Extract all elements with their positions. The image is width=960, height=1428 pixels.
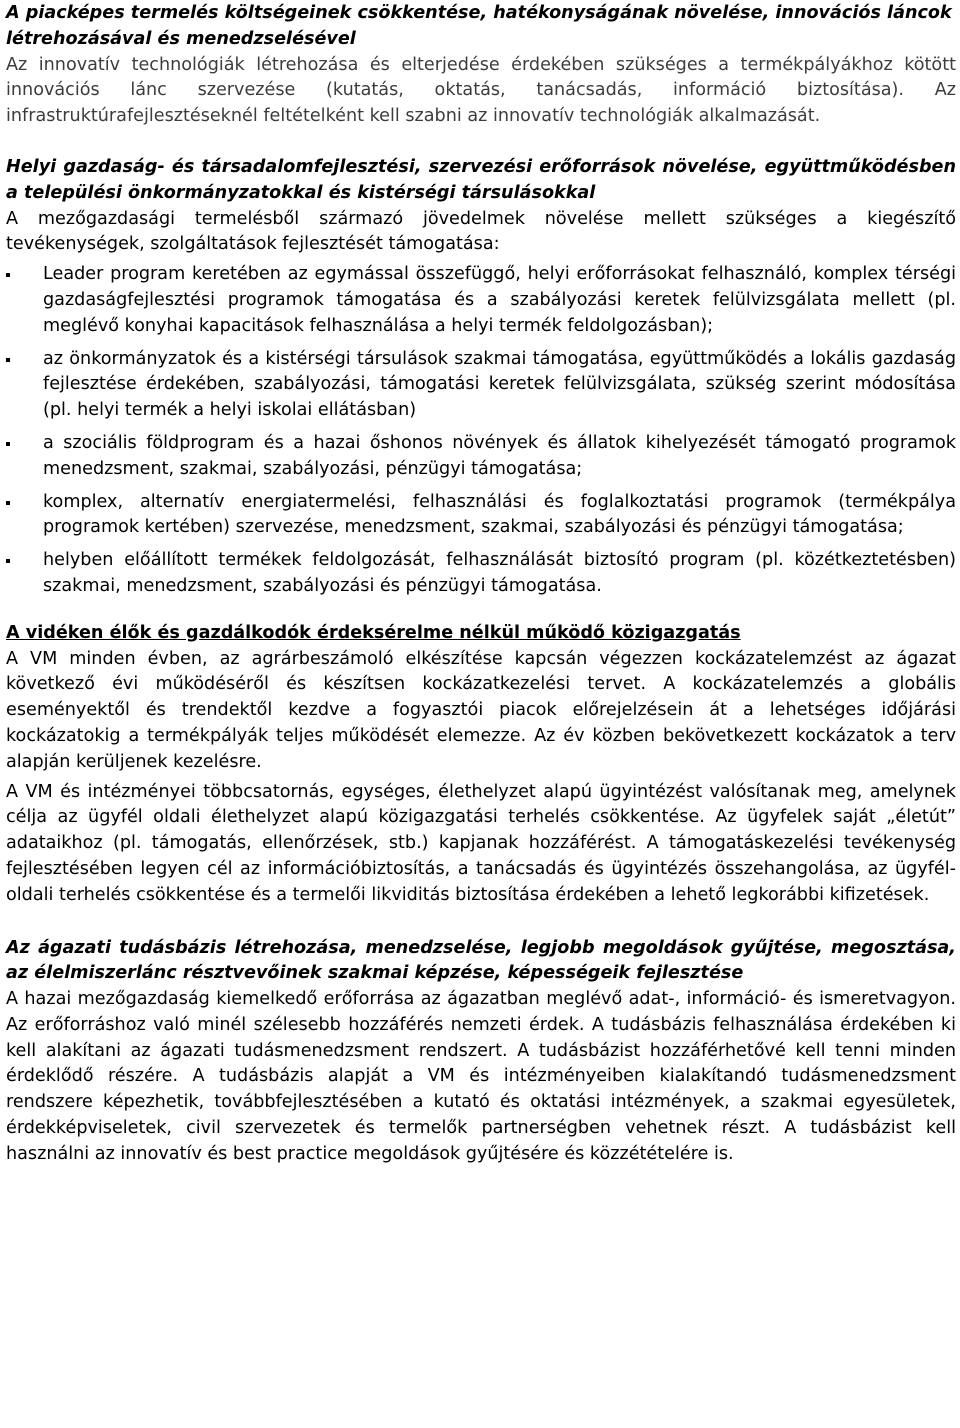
bullet-marker: [6, 358, 10, 362]
list-item: [6, 490, 956, 542]
list-item-text: Leader program keretében az egymással összefüggő, helyi erőforrásokat felhasználó, komplex térségi gazdaságfejlesztési programok támogatása és a szabályozási keretek felülvizsgálata mellett (pl. meglévő konyhai kapacitások felhasználása a helyi termék feldolgozásban);: [43, 264, 956, 336]
bullet-marker: [6, 501, 10, 505]
section-heading: A piacképes termelés költségeinek csökkentése, hatékonyságának növelése, innovációs láncok létrehozásával és menedzselésével: [6, 3, 952, 49]
list-item-text: helyben előállított termékek feldolgozását, felhasználását biztosító program (pl. közétkeztetésben) szakmai, menedzsment, szabályozási és pénzügyi támogatása.: [43, 550, 956, 596]
bullet-list: [6, 262, 956, 600]
section-heading: Helyi gazdaság- és társadalomfejlesztési, szervezési erőforrások növelése, együttműködésben a települési önkormányzatokkal és kistérségi társulásokkal: [6, 156, 956, 203]
list-item: [6, 431, 956, 483]
list-item: [6, 548, 956, 600]
section-cost-efficiency: [6, 0, 956, 130]
section-knowledge-base: [6, 936, 956, 1168]
section-local-development: [6, 155, 956, 600]
list-item-text: az önkormányzatok és a kistérségi társulások szakmai támogatása, együttműködés a lokális gazdaság fejlesztése érdekében, szabályozási, támogatási keretek felülvizsgálata, szükség szerint módosítása (pl. helyi termék a helyi iskolai ellátásban): [43, 348, 956, 421]
bullet-marker: [6, 442, 10, 446]
body-paragraph: Az innovatív technológiák létrehozása és elterjedése érdekében szükséges a termékpályákhoz kötött innovációs lánc szervezése (kutatás, oktatás, tanácsadás, információ biztosítása). Az infrastruktúrafejlesztéseknél feltételként kell szabni az innovatív technológiák alkalmazását.: [6, 54, 956, 127]
body-paragraph: A hazai mezőgazdaság kiemelkedő erőforrása az ágazatban meglévő adat-, információ- és ismeretvagyon. Az erőforráshoz való minél szélesebb hozzáférés nemzeti érdek. A tudásbázis felhasználása érdekében ki kell alakítani az ágazati tudásmenedzsment rendszert. A tudásbázist hozzáférhetővé kell tenni minden érdeklődő részére. A tudásbázis alapját a VM és intézményeiben kialakítandó tudásmenedzsment rendszere képezhetik, továbbfejlesztésében a kutató és oktatási intézmények, a szakmai egyesületek, érdekképviseletek, civil szervezetek és termelők partnerségben vehetnek részt. A tudásbázist kell használni az innovatív és best practice megoldások gyűjtésére és közzétételére is.: [6, 989, 956, 1164]
bullet-marker: [6, 273, 10, 277]
section-heading: Az ágazati tudásbázis létrehozása, menedzselése, legjobb megoldások gyűjtése, megosztása, az élelmiszerlánc résztvevőinek szakmai képzése, képességeik fejlesztése: [6, 937, 956, 984]
body-paragraph: A VM minden évben, az agrárbeszámoló elkészítése kapcsán végezzen kockázatelemzést az ágazat következő évi működéséről és készítsen kockázatkezelési tervet. A kockázatelemzés a globális eseményektől és trendektől kezdve a fogyasztói piacok előrejelzésein át a lehetséges időjárási kockázatokig a termékpályák teljes működését elemezze. Az év közben bekövetkezett kockázatok a terv alapján kerüljenek kezelésre.: [6, 648, 956, 772]
bullet-marker: [6, 559, 10, 563]
body-paragraph: A VM és intézményei többcsatornás, egységes, élethelyzet alapú ügyintézést valósítanak meg, amelynek célja az ügyfél oldali élethelyzet alapú közigazgatási terhelés csökkentése. Az ügyfelek saját „életút” adataikhoz (pl. támogatás, ellenőrzések, stb.) kapjanak hozzáférést. A támogatáskezelési tevékenység fejlesztésében legyen cél az információbiztosítás, a tanácsadás és ügyintézés összehangolása, az ügyfél-oldali terhelés csökkentése és a termelői likviditás biztosítása érdekében a lehető legkorábbi kifizetések.: [6, 781, 956, 905]
list-item: [6, 262, 956, 339]
document-page: [6, 0, 956, 1168]
list-item-text: komplex, alternatív energiatermelési, felhasználási és foglalkoztatási programok (termékpálya programok kertében) szervezése, menedzsment, szakmai, szabályozási és pénzügyi támogatása;: [43, 491, 956, 538]
list-item: [6, 347, 956, 424]
body-paragraph: A mezőgazdasági termelésből származó jövedelmek növelése mellett szükséges a kiegészítő tevékenységek, szolgáltatások fejlesztését támogatása:: [6, 208, 956, 255]
section-heading: A vidéken élők és gazdálkodók érdeksérelme nélkül működő közigazgatás: [6, 622, 741, 643]
list-item-text: a szociális földprogram és a hazai őshonos növények és állatok kihelyezését támogató programok menedzsment, szakmai, szabályozási, pénzügyi támogatása;: [43, 432, 956, 479]
section-public-administration: [6, 621, 956, 909]
